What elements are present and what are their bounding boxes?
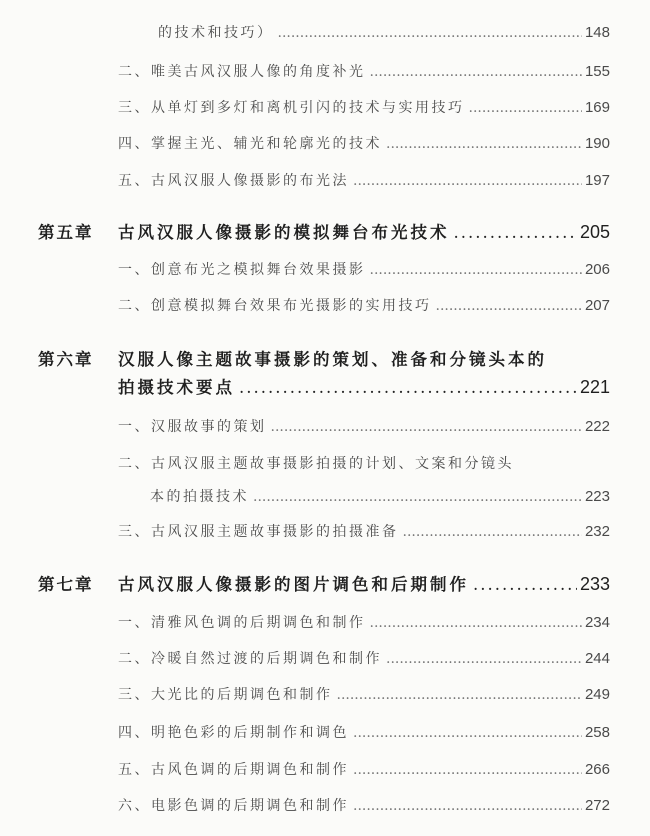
toc-entry-label-line2: 本的拍摄技术 (150, 489, 249, 505)
toc-entry-label: 一、汉服故事的策划 (118, 419, 267, 435)
toc-entry[interactable] (158, 22, 610, 42)
dot-leader (469, 100, 582, 116)
dot-leader (353, 173, 582, 189)
toc-entry-label: 二、创意模拟舞台效果布光摄影的实用技巧 (118, 298, 432, 314)
dot-leader (403, 524, 582, 540)
dot-leader (436, 298, 582, 314)
toc-entry[interactable] (118, 97, 610, 117)
toc-entry-page: 258 (584, 724, 610, 741)
toc-entry-label: 二、唯美古风汉服人像的角度补光 (118, 64, 366, 80)
toc-entry-label: 一、清雅风色调的后期调色和制作 (118, 615, 366, 631)
dot-leader (239, 378, 577, 397)
toc-entry-label: 三、古风汉服主题故事摄影的拍摄准备 (118, 524, 399, 540)
toc-entry-label-line1: 二、古风汉服主题故事摄影拍摄的计划、文案和分镜头 (118, 456, 514, 472)
chapter-number: 第六章 (38, 350, 94, 369)
toc-entry-page: 169 (584, 99, 610, 116)
dot-leader (370, 64, 582, 80)
toc-entry-page: 249 (584, 686, 610, 703)
chapter-page: 221 (579, 377, 610, 397)
chapter-title-line1: 汉服人像主题故事摄影的策划、准备和分镜头本的 (118, 350, 547, 369)
toc-entry-page: 197 (584, 172, 610, 189)
toc-entry-page: 232 (584, 523, 610, 540)
toc-entry-page: 234 (584, 614, 610, 631)
chapter-entry[interactable] (118, 571, 610, 595)
dot-leader (386, 651, 582, 667)
toc-entry[interactable] (118, 416, 610, 436)
toc-entry[interactable] (118, 722, 610, 742)
chapter-title-line2: 拍摄技术要点 (118, 378, 235, 397)
toc-entry[interactable] (118, 61, 610, 81)
toc-entry[interactable] (118, 684, 610, 704)
toc-entry-label: 三、从单灯到多灯和离机引闪的技术与实用技巧 (118, 100, 465, 116)
toc-entry-page: 207 (584, 297, 610, 314)
dot-leader (386, 136, 582, 152)
toc-entry[interactable] (118, 759, 610, 779)
toc-entry[interactable] (118, 521, 610, 541)
toc-entry-label: 四、明艳色彩的后期制作和调色 (118, 725, 349, 741)
dot-leader (278, 25, 582, 41)
toc-entry[interactable] (150, 486, 610, 506)
toc-entry-page: 222 (584, 418, 610, 435)
toc-entry-label: 五、古风色调的后期调色和制作 (118, 762, 349, 778)
dot-leader (370, 262, 582, 278)
dot-leader (454, 223, 577, 242)
chapter-entry[interactable] (118, 374, 610, 398)
chapter-page: 233 (579, 574, 610, 594)
toc-entry[interactable] (118, 648, 610, 668)
dot-leader (353, 725, 582, 741)
toc-entry-label: 三、大光比的后期调色和制作 (118, 687, 333, 703)
toc-entry-label: 一、创意布光之模拟舞台效果摄影 (118, 262, 366, 278)
toc-entry-page: 223 (584, 488, 610, 505)
chapter-title: 古风汉服人像摄影的图片调色和后期制作 (118, 575, 469, 594)
toc-entry[interactable] (118, 259, 610, 279)
dot-leader (473, 575, 577, 594)
toc-entry-page: 155 (584, 63, 610, 80)
dot-leader (253, 489, 582, 505)
toc-entry[interactable] (118, 133, 610, 153)
toc-entry[interactable] (118, 170, 610, 190)
toc-entry-page: 190 (584, 135, 610, 152)
chapter-title: 古风汉服人像摄影的模拟舞台布光技术 (118, 223, 450, 242)
dot-leader (370, 615, 582, 631)
chapter-number: 第五章 (38, 223, 94, 242)
toc-entry-page: 206 (584, 261, 610, 278)
toc-entry[interactable] (118, 795, 610, 815)
toc-entry-label: 二、冷暖自然过渡的后期调色和制作 (118, 651, 382, 667)
toc-entry-page: 272 (584, 797, 610, 814)
chapter-entry[interactable] (118, 219, 610, 243)
dot-leader (353, 798, 582, 814)
toc-entry-label: 五、古风汉服人像摄影的布光法 (118, 173, 349, 189)
toc-entry-label: 六、电影色调的后期调色和制作 (118, 798, 349, 814)
dot-leader (271, 419, 582, 435)
toc-entry-label: 的技术和技巧） (158, 25, 274, 41)
dot-leader (353, 762, 582, 778)
chapter-number: 第七章 (38, 575, 94, 594)
dot-leader (337, 687, 582, 703)
toc-entry-page: 266 (584, 761, 610, 778)
toc-entry-page: 244 (584, 650, 610, 667)
toc-entry-label: 四、掌握主光、辅光和轮廓光的技术 (118, 136, 382, 152)
chapter-page: 205 (579, 222, 610, 242)
toc-entry[interactable] (118, 612, 610, 632)
toc-entry[interactable] (118, 295, 610, 315)
toc-entry-page: 148 (584, 24, 610, 41)
